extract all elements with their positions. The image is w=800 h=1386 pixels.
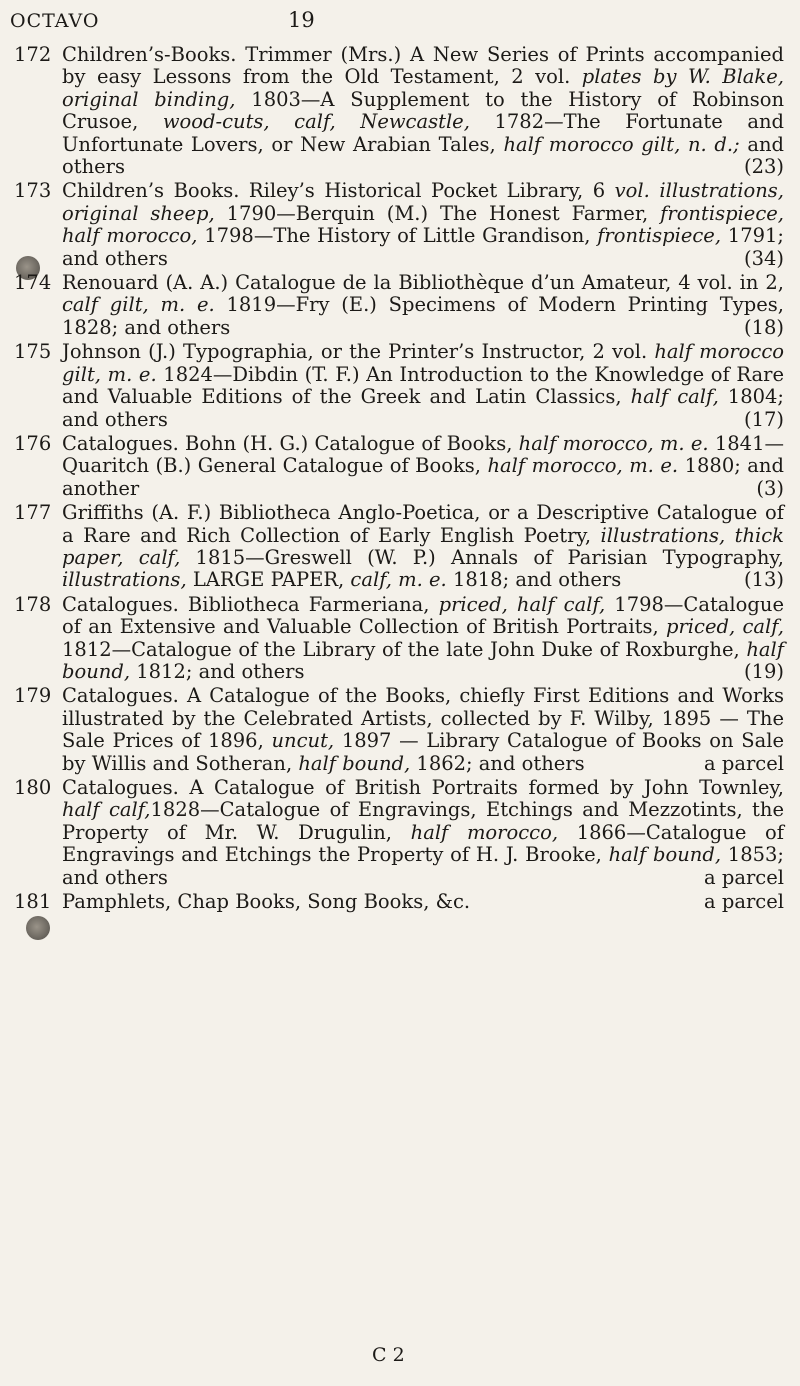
lot-price: a parcel (704, 890, 784, 914)
lot-list (0, 44, 800, 915)
roman-text: 1812—Catalogue of the Library of the late John Duke of Roxburghe, (62, 637, 747, 661)
lot-number: 177 (14, 501, 52, 525)
lot-entry (0, 433, 800, 500)
italic-text: half morocco, (410, 820, 559, 844)
roman-text: 1853; and others (62, 843, 784, 889)
lot-description (62, 180, 784, 270)
lot-description (62, 341, 784, 431)
roman-text: 1828—Catalogue of Engravings, Etchings and Mezzotints, the Property of Mr. W. Drugulin, (62, 798, 784, 844)
italic-text: half bound, (608, 843, 722, 867)
lot-description (62, 502, 784, 592)
roman-text: 1819—Fry (E.) Specimens of Modern Printing Types, 1828; and others (62, 293, 785, 339)
roman-text: 1818; and others (446, 568, 622, 592)
roman-text: 1798—The History of Little Grandison, (197, 224, 598, 248)
roman-text: 1798—Catalogue of an Extensive and Valuable Collection of British Portraits, (62, 592, 784, 639)
roman-text: 1790—Berquin (M.) The Honest Farmer, (214, 201, 661, 225)
roman-text: 1866—Catalogue of Engravings and Etchings the Property of H. J. Brooke, (62, 820, 785, 867)
italic-text: half bound, (298, 751, 411, 775)
page-number: 19 (288, 8, 315, 32)
lot-description (62, 777, 784, 889)
lot-number: 181 (14, 890, 52, 914)
italic-text: half morocco gilt, m. e. (62, 340, 784, 386)
roman-text: Children’s-Books. Trimmer (Mrs.) A New Series of Prints accompanied by easy Lessons from the Old Testament, 2 vol. (62, 43, 784, 89)
lot-description (62, 433, 784, 500)
lot-price: (34) (743, 246, 784, 270)
lot-description (62, 685, 784, 775)
italic-text: half morocco, m. e. (518, 431, 709, 455)
roman-text: Renouard (A. A.) Catalogue de la Bibliothèque d’un Amateur, 4 vol. in 2, (62, 271, 784, 295)
roman-text: Johnson (J.) Typographia, or the Printer’s Instructor, 2 vol. (62, 340, 655, 364)
lot-entry (0, 341, 800, 431)
roman-text: Griffiths (A. F.) Bibliotheca Anglo-Poetica, or a Descriptive Catalogue of a Rare and Rich Collection of Early English Poetry, (62, 501, 784, 547)
lot-entry (0, 594, 800, 684)
italic-text: illustrations, (62, 568, 187, 592)
italic-text: half morocco gilt, n. d.; (503, 132, 740, 156)
roman-text: 1824—Dibdin (T. F.) An Introduction to the Knowledge of Rare and Valuable Editions of the Greek and Latin Classics, (62, 362, 784, 409)
italic-text: half calf, (62, 798, 151, 822)
italic-text: plates by W. Blake, original binding, (62, 65, 784, 111)
lot-entry (0, 180, 800, 270)
running-head (10, 4, 790, 38)
lot-price: a parcel (704, 865, 784, 889)
lot-entry (0, 502, 800, 592)
italic-text: priced, half calf, (438, 592, 606, 616)
section-title: OCTAVO (10, 10, 100, 32)
lot-number: 178 (14, 592, 52, 616)
lot-entry (0, 685, 800, 775)
lot-number: 173 (14, 179, 52, 203)
roman-text: 1841—Quaritch (B.) General Catalogue of Books, (62, 431, 784, 478)
lot-number: 176 (14, 431, 52, 455)
bullet-mark-icon (26, 916, 50, 940)
lot-description (62, 594, 784, 684)
roman-text: 1804; and others (62, 385, 785, 431)
roman-text: Children’s Books. Riley’s Historical Pocket Library, 6 (62, 179, 615, 203)
roman-text: Catalogues. Bibliotheca Farmeriana, (62, 592, 439, 616)
lot-entry (0, 272, 800, 339)
italic-text: uncut, (271, 729, 335, 753)
signature-mark: C 2 (372, 1344, 405, 1366)
roman-text: 1880; and another (62, 454, 784, 500)
italic-text: frontispiece, (597, 224, 722, 248)
lot-price: (13) (743, 568, 784, 592)
roman-text: Catalogues. A Catalogue of the Books, chiefly First Editions and Works illustrated by the Celebrated Artists, collected by F. Wilby, 1895 — The Sale Prices of 1896, (62, 684, 784, 753)
lot-price: (17) (743, 407, 784, 431)
lot-description (62, 272, 784, 339)
lot-description (62, 44, 784, 178)
roman-text: 1791; and others (62, 224, 784, 270)
italic-text: wood-cuts, calf, Newcastle, (162, 110, 470, 134)
italic-text: calf, m. e. (350, 568, 447, 592)
roman-text: 1862; and others (410, 751, 585, 775)
italic-text: frontispiece, half morocco, (62, 201, 784, 248)
lot-entry (0, 44, 800, 178)
italic-text: half bound, (62, 637, 784, 683)
lot-price: (18) (743, 315, 784, 339)
lot-number: 172 (14, 43, 52, 66)
lot-price: (19) (743, 659, 784, 683)
italic-text: vol. illustrations, original sheep, (62, 179, 784, 225)
lot-price: (23) (743, 155, 784, 179)
roman-text: 1815—Greswell (W. P.) Annals of Parisian Typography, (180, 545, 784, 569)
lot-price: (3) (756, 476, 784, 500)
lot-number: 175 (14, 340, 52, 364)
lot-price: a parcel (704, 751, 784, 775)
roman-text: Catalogues. Bohn (H. G.) Catalogue of Books, (62, 431, 519, 455)
italic-text: illustrations, thick paper, calf, (62, 523, 784, 569)
italic-text: half calf, (630, 385, 719, 409)
roman-text: Catalogues. A Catalogue of British Portraits formed by John Townley, (62, 776, 784, 799)
roman-text: 1782—The Fortunate and Unfortunate Lovers, or New Arabian Tales, (62, 110, 784, 156)
roman-text: 1897 — Library Catalogue of Books on Sale by Willis and Sotheran, (62, 729, 784, 775)
italic-text: half morocco, m. e. (487, 454, 679, 478)
roman-text: Pamphlets, Chap Books, Song Books, &c. (62, 890, 471, 914)
lot-entry (0, 891, 800, 913)
italic-text: priced, calf, (666, 615, 784, 639)
lot-description (62, 891, 784, 913)
roman-text: and others (62, 132, 784, 179)
lot-number: 174 (14, 271, 52, 295)
lot-number: 180 (14, 776, 52, 799)
roman-text: 1812; and others (130, 659, 305, 683)
roman-text: 1803—A Supplement to the History of Robinson Crusoe, (62, 87, 785, 134)
lot-entry (0, 777, 800, 889)
lot-number: 179 (14, 684, 52, 708)
italic-text: calf gilt, m. e. (62, 293, 215, 317)
roman-text: LARGE PAPER, (186, 568, 351, 592)
